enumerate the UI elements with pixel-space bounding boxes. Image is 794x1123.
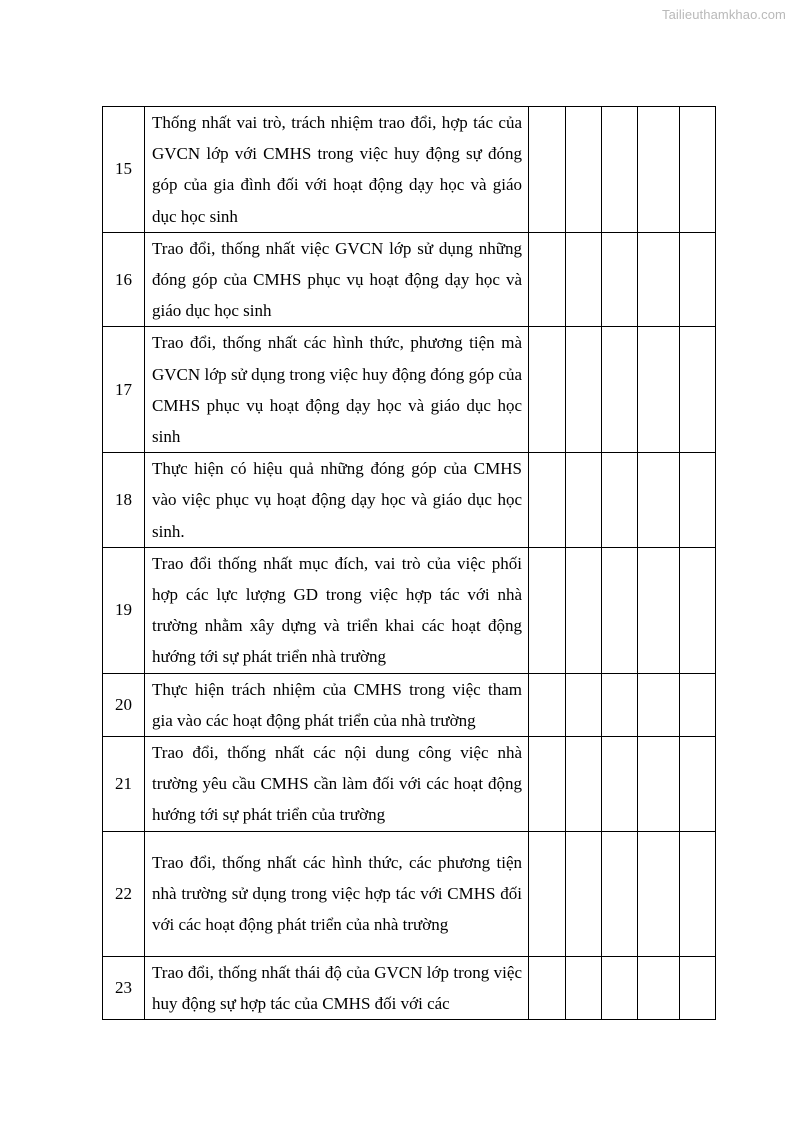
table-row: [103, 547, 716, 673]
rating-cell[interactable]: [602, 453, 638, 548]
table-row: [103, 831, 716, 956]
row-content: Thống nhất vai trò, trách nhiệm trao đổi, hợp tác của GVCN lớp với CMHS trong việc huy động sự đóng góp của gia đình đối với hoạt động dạy học và giáo dục học sinh: [145, 107, 529, 233]
row-number: 16: [103, 232, 145, 327]
rating-cell[interactable]: [602, 547, 638, 673]
rating-cell[interactable]: [638, 547, 680, 673]
rating-cell[interactable]: [602, 737, 638, 832]
row-number: 20: [103, 673, 145, 736]
rating-cell[interactable]: [602, 327, 638, 453]
rating-cell[interactable]: [602, 956, 638, 1019]
rating-cell[interactable]: [638, 327, 680, 453]
table-row: [103, 673, 716, 736]
table-row: [103, 737, 716, 832]
rating-cell[interactable]: [680, 737, 716, 832]
rating-cell[interactable]: [602, 831, 638, 956]
rating-cell[interactable]: [566, 956, 602, 1019]
rating-cell[interactable]: [529, 737, 566, 832]
rating-cell[interactable]: [529, 453, 566, 548]
watermark: Tailieuthamkhao.com: [661, 7, 786, 22]
row-number: 19: [103, 547, 145, 673]
rating-cell[interactable]: [602, 673, 638, 736]
rating-cell[interactable]: [680, 232, 716, 327]
rating-cell[interactable]: [529, 327, 566, 453]
row-number: 21: [103, 737, 145, 832]
survey-table: [102, 106, 716, 1020]
row-content: Trao đổi, thống nhất việc GVCN lớp sử dụng những đóng góp của CMHS phục vụ hoạt động dạy học và giáo dục học sinh: [145, 232, 529, 327]
rating-cell[interactable]: [566, 547, 602, 673]
table-row: [103, 453, 716, 548]
rating-cell[interactable]: [602, 232, 638, 327]
rating-cell[interactable]: [529, 956, 566, 1019]
rating-cell[interactable]: [566, 327, 602, 453]
rating-cell[interactable]: [680, 453, 716, 548]
row-content: Trao đổi, thống nhất các nội dung công việc nhà trường yêu cầu CMHS cần làm đối với các hoạt động hướng tới sự phát triển của trường: [145, 737, 529, 832]
rating-cell[interactable]: [529, 107, 566, 233]
row-content: Thực hiện trách nhiệm của CMHS trong việc tham gia vào các hoạt động phát triển của nhà trường: [145, 673, 529, 736]
row-number: 23: [103, 956, 145, 1019]
rating-cell[interactable]: [566, 107, 602, 233]
rating-cell[interactable]: [680, 547, 716, 673]
rating-cell[interactable]: [638, 956, 680, 1019]
rating-cell[interactable]: [638, 232, 680, 327]
row-number: 17: [103, 327, 145, 453]
rating-cell[interactable]: [529, 232, 566, 327]
table-row: [103, 232, 716, 327]
rating-cell[interactable]: [602, 107, 638, 233]
rating-cell[interactable]: [638, 453, 680, 548]
rating-cell[interactable]: [529, 831, 566, 956]
rating-cell[interactable]: [529, 673, 566, 736]
row-content: Trao đổi thống nhất mục đích, vai trò của việc phối hợp các lực lượng GD trong việc hợp tác với nhà trường nhằm xây dựng và triển khai các hoạt động hướng tới sự phát triển nhà trường: [145, 547, 529, 673]
row-content: Trao đổi, thống nhất các hình thức, phương tiện mà GVCN lớp sử dụng trong việc huy động đóng góp của CMHS phục vụ hoạt động dạy học và giáo dục học sinh: [145, 327, 529, 453]
rating-cell[interactable]: [566, 232, 602, 327]
table-row: [103, 327, 716, 453]
row-content: Thực hiện có hiệu quả những đóng góp của CMHS vào việc phục vụ hoạt động dạy học và giáo dục học sinh.: [145, 453, 529, 548]
rating-cell[interactable]: [529, 547, 566, 673]
rating-cell[interactable]: [680, 327, 716, 453]
row-number: 18: [103, 453, 145, 548]
rating-cell[interactable]: [638, 673, 680, 736]
rating-cell[interactable]: [680, 831, 716, 956]
rating-cell[interactable]: [680, 107, 716, 233]
rating-cell[interactable]: [566, 453, 602, 548]
rating-cell[interactable]: [638, 831, 680, 956]
row-content: Trao đổi, thống nhất các hình thức, các phương tiện nhà trường sử dụng trong việc hợp tác với CMHS đối với các hoạt động phát triển của nhà trường: [145, 831, 529, 956]
rating-cell[interactable]: [566, 737, 602, 832]
row-content: Trao đổi, thống nhất thái độ của GVCN lớp trong việc huy động sự hợp tác của CMHS đối với các: [145, 956, 529, 1019]
row-number: 22: [103, 831, 145, 956]
rating-cell[interactable]: [566, 831, 602, 956]
rating-cell[interactable]: [566, 673, 602, 736]
row-number: 15: [103, 107, 145, 233]
rating-cell[interactable]: [680, 956, 716, 1019]
table-row: [103, 956, 716, 1019]
table-row: [103, 107, 716, 233]
rating-cell[interactable]: [638, 107, 680, 233]
rating-cell[interactable]: [638, 737, 680, 832]
rating-cell[interactable]: [680, 673, 716, 736]
